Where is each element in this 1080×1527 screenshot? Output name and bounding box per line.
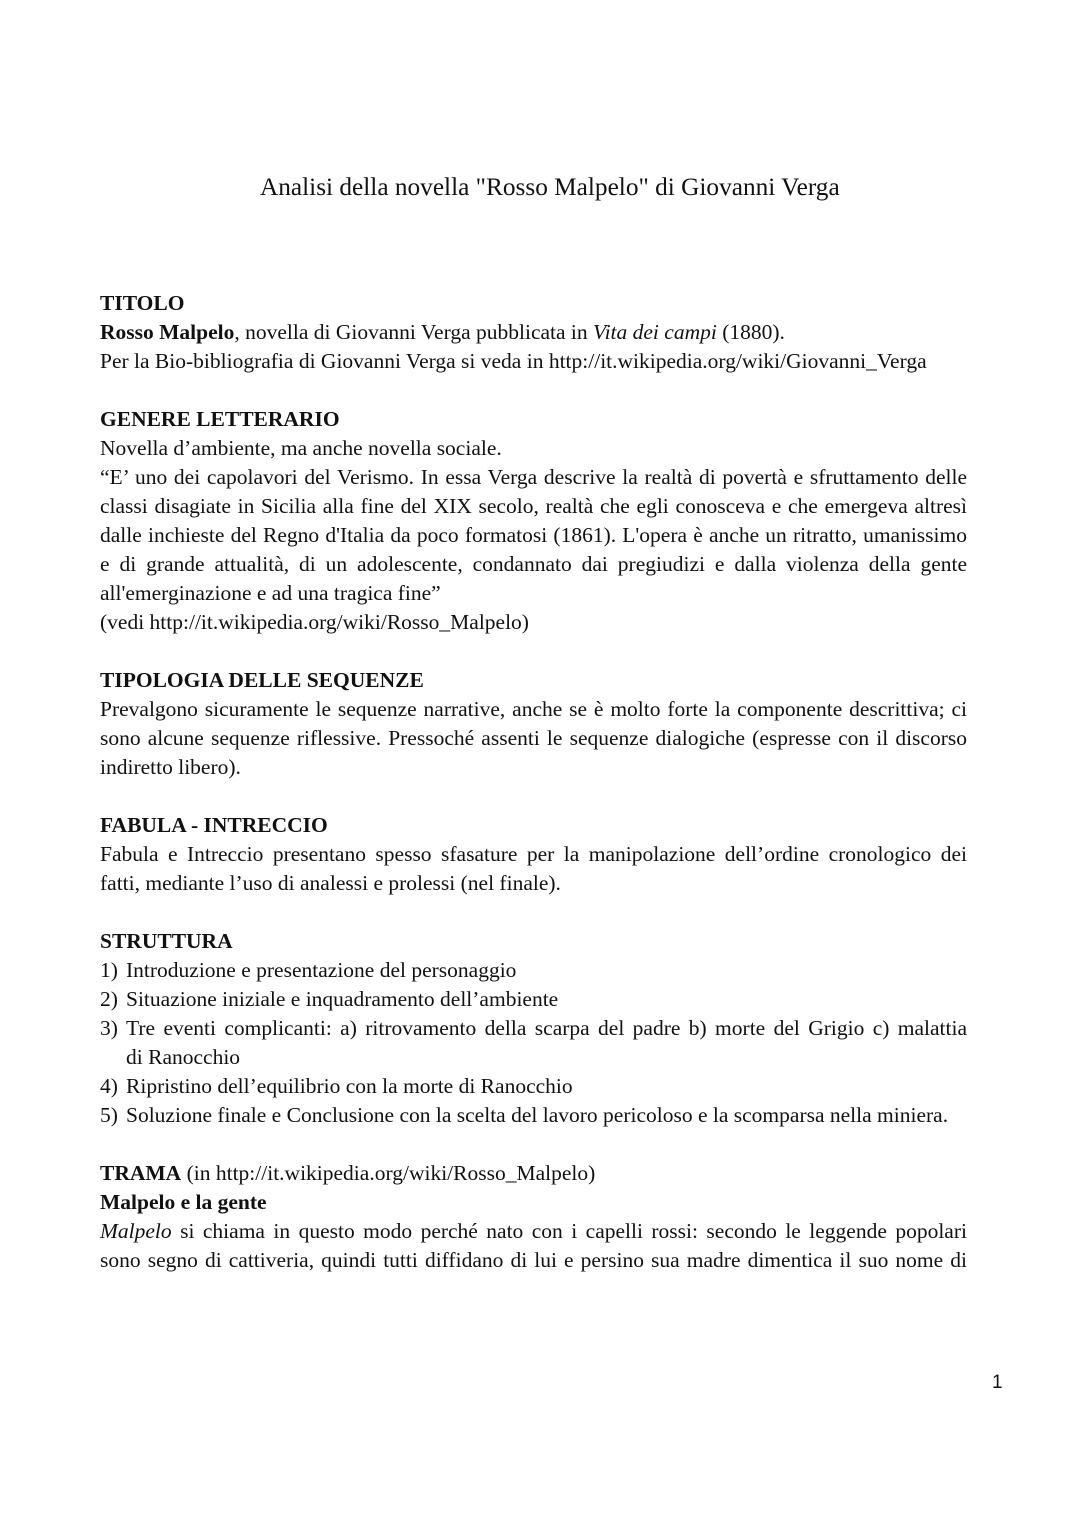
section-heading-struttura: STRUTTURA <box>100 929 233 953</box>
trama-source: (in http://it.wikipedia.org/wiki/Rosso_Malpelo) <box>181 1161 596 1185</box>
list-item-line: Ripristino dell’equilibrio con la morte di Ranocchio <box>126 1074 573 1098</box>
paragraph-line: fatti, mediante l’uso di analessi e prolessi (nel finale). <box>100 871 561 895</box>
section-heading-genere: GENERE LETTERARIO <box>100 407 340 431</box>
paragraph-line: Prevalgono sicuramente le sequenze narrative, anche se è molto forte la componente descrittiva; ci <box>100 697 967 721</box>
list-item-line: di Ranocchio <box>126 1045 241 1069</box>
text-run: (1880). <box>716 320 785 344</box>
list-number: 1) <box>100 958 118 982</box>
paragraph-line: all'emerginazione e ad una tragica fine” <box>100 581 441 605</box>
paragraph-line: indiretto libero). <box>100 755 241 779</box>
paragraph-line: dalle inchieste del Regno d'Italia da poco formatosi (1861). L'opera è anche un ritratto, umanissimo <box>100 523 967 547</box>
bold-text: Rosso Malpelo <box>100 320 235 344</box>
list-item <box>100 956 967 985</box>
paragraph-line: sono alcune sequenze riflessive. Pressoché assenti le sequenze dialogiche (espresse con il discorso <box>100 726 967 750</box>
blank-line <box>100 782 967 811</box>
section-heading-trama <box>100 1159 967 1188</box>
list-item <box>100 1014 967 1072</box>
list-number: 2) <box>100 987 118 1011</box>
paragraph-line: Novella d’ambiente, ma anche novella sociale. <box>100 436 502 460</box>
blank-line <box>100 898 967 927</box>
list-item-line: Tre eventi complicanti: a) ritrovamento della scarpa del padre b) morte del Grigio c) malattia <box>126 1016 967 1040</box>
section-heading-titolo: TITOLO <box>100 291 185 315</box>
paragraph-line: e di grande attualità, di un adolescente, condannato dai pregiudizi e dalla violenza della gente <box>100 552 967 576</box>
list-number: 3) <box>100 1016 118 1040</box>
blank-line <box>100 376 967 405</box>
list-item-text <box>126 1014 967 1072</box>
section-heading-tipologia: TIPOLOGIA DELLE SEQUENZE <box>100 668 424 692</box>
blank-line <box>100 637 967 666</box>
trama-heading: TRAMA <box>100 1161 182 1185</box>
text-run: , novella di Giovanni Verga pubblicata in <box>234 320 594 344</box>
italic-text: Malpelo <box>100 1219 172 1243</box>
italic-text: Vita dei campi <box>593 320 717 344</box>
paragraph-line: Fabula e Intreccio presentano spesso sfasature per la manipolazione dell’ordine cronologico dei <box>100 842 967 866</box>
list-item <box>100 1101 967 1130</box>
paragraph-line <box>100 318 967 347</box>
paragraph-line: classi disagiate in Sicilia alla fine del XIX secolo, realtà che egli conosceva e che emergeva altresì <box>100 494 967 518</box>
page-number: 1 <box>992 1372 1003 1393</box>
section-heading-fabula: FABULA - INTRECCIO <box>100 813 328 837</box>
paragraph-line <box>100 1217 967 1246</box>
paragraph-line: Per la Bio-bibliografia di Giovanni Verga si veda in http://it.wikipedia.org/wiki/Giovanni_Verga <box>100 349 927 373</box>
list-item-text <box>126 985 967 1014</box>
text-run: si chiama in questo modo perché nato con i capelli rossi: secondo le leggende popolari <box>171 1219 967 1243</box>
paragraph-line: sono segno di cattiveria, quindi tutti diffidano di lui e persino sua madre dimentica il suo nome di <box>100 1248 967 1272</box>
document-title: Analisi della novella "Rosso Malpelo" di Giovanni Verga <box>260 173 840 201</box>
paragraph-line: “E’ uno dei capolavori del Verismo. In essa Verga descrive la realtà di povertà e sfruttamento delle <box>100 465 967 489</box>
list-item-text <box>126 1101 967 1130</box>
list-item-text <box>126 1072 967 1101</box>
list-item-text <box>126 956 967 985</box>
document-body <box>100 289 967 1275</box>
list-item-line: Introduzione e presentazione del personaggio <box>126 958 517 982</box>
list-number: 5) <box>100 1103 118 1127</box>
paragraph-line: (vedi http://it.wikipedia.org/wiki/Rosso_Malpelo) <box>100 610 529 634</box>
list-item <box>100 985 967 1014</box>
blank-line <box>100 1130 967 1159</box>
list-number: 4) <box>100 1074 118 1098</box>
list-item-line: Situazione iniziale e inquadramento dell’ambiente <box>126 987 559 1011</box>
list-item <box>100 1072 967 1101</box>
list-item-line: Soluzione finale e Conclusione con la scelta del lavoro pericoloso e la scomparsa nella miniera. <box>126 1103 949 1127</box>
subheading: Malpelo e la gente <box>100 1190 267 1214</box>
